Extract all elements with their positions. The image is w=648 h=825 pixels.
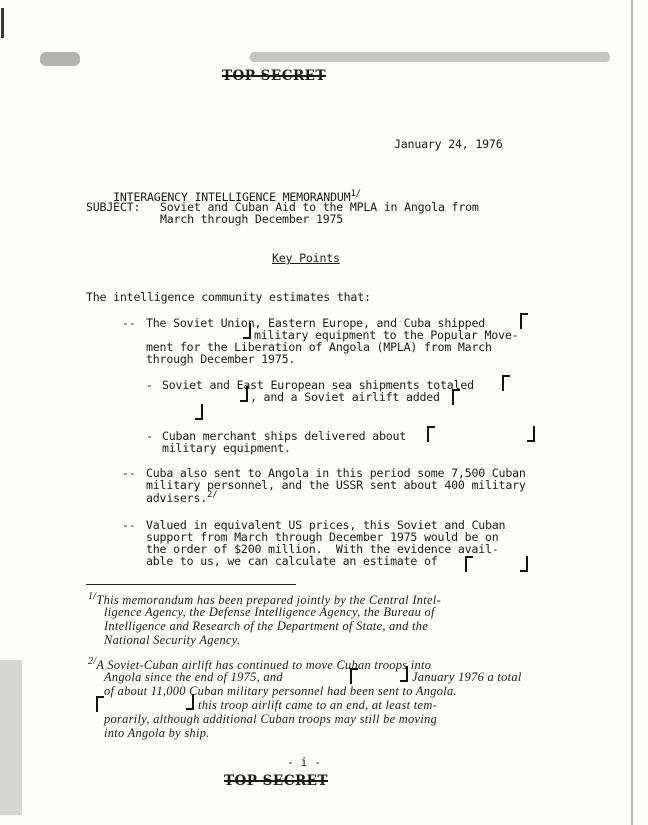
bullet-3-line-1: Valued in equivalent US prices, this Soviet and Cuban <box>146 518 506 532</box>
redaction-bracket-close <box>240 386 248 402</box>
redaction-bracket-close <box>527 426 535 442</box>
footnote-2-line-3: of about 11,000 Cuban military personnel had been sent to Angola. <box>104 684 457 698</box>
memo-footnote-ref: 1/ <box>350 189 361 199</box>
redaction-bracket-open <box>350 668 358 684</box>
footnote-ref-2: 2/ <box>207 490 218 500</box>
bullet-3-dash: -- <box>122 518 136 532</box>
scan-artifact-top-left <box>1 8 4 38</box>
bullet-1-line-2: military equipment to the Popular Move- <box>254 328 519 342</box>
classification-bottom: TOP SECRET <box>224 773 328 789</box>
redaction-bracket-close <box>400 666 408 682</box>
bullet-1-line-4: through December 1975. <box>146 352 296 366</box>
bullet-3-line-4: able to us, we can calculate an estimate of <box>146 554 438 568</box>
key-points-heading: Key Points <box>272 251 340 265</box>
scan-artifact-right-edge <box>631 0 633 825</box>
sub-bullet-2-line-1: Cuban merchant ships delivered about <box>162 429 407 443</box>
memo-title-text: INTERAGENCY INTELLIGENCE MEMORANDUM <box>113 189 351 204</box>
footnote-1-line-4: National Security Agency. <box>104 633 241 647</box>
bullet-2-line-3 <box>146 490 217 505</box>
sub-bullet-2-dash: - <box>146 429 153 443</box>
footnote-2-marker: 2/ <box>88 656 97 667</box>
redaction-bracket-close <box>186 694 194 710</box>
scan-artifact-top-band <box>250 52 610 62</box>
sub-bullet-1-line-1: Soviet and East European sea shipments totaled <box>162 378 474 392</box>
classification-top: TOP SECRET <box>222 68 326 84</box>
redaction-bracket-open <box>452 389 460 405</box>
footnote-1-line-2: ligence Agency, the Defense Intelligence Agency, the Bureau of <box>104 605 435 619</box>
subject-line-1: Soviet and Cuban Aid to the MPLA in Angola from <box>160 200 479 214</box>
footnote-2-line-6: into Angola by ship. <box>104 726 210 740</box>
scan-artifact-left-edge <box>0 660 22 815</box>
footnote-2-line-4: this troop airlift came to an end, at least tem- <box>198 698 438 712</box>
bullet-1-line-1: The Soviet Union, Eastern Europe, and Cuba shipped <box>146 316 486 330</box>
bullet-2-line-3-text: advisers. <box>146 490 208 505</box>
memo-date: January 24, 1976 <box>394 137 503 151</box>
footnote-2-line-2b: January 1976 a total <box>412 670 522 684</box>
bullet-1-dash: -- <box>122 316 136 330</box>
sub-bullet-2-line-2: military equipment. <box>162 441 291 455</box>
bullet-2-line-1: Cuba also sent to Angola in this period some 7,500 Cuban <box>146 466 526 480</box>
redaction-bracket-close <box>195 404 203 420</box>
footnote-2-line-2a: Angola since the end of 1975, and <box>104 670 283 684</box>
footnote-1-line-3: Intelligence and Research of the Department of State, and the <box>104 619 429 633</box>
footnote-1-text-1: This memorandum has been prepared jointly by the Central Intel- <box>96 593 441 608</box>
redaction-bracket-open <box>427 426 435 442</box>
footnote-rule <box>86 584 296 585</box>
redaction-bracket-open <box>502 375 510 391</box>
redaction-bracket-open <box>96 696 104 712</box>
bullet-3-line-2: support from March through December 1975 would be on <box>146 530 499 544</box>
redaction-bracket-close <box>520 556 528 572</box>
footnote-2-line-5: porarily, although additional Cuban troops may still be moving <box>104 712 438 726</box>
subject-label: SUBJECT: <box>86 200 141 214</box>
sub-bullet-1-line-2: , and a Soviet airlift added <box>250 390 440 404</box>
bullet-1-line-3: ment for the Liberation of Angola (MPLA) from March <box>146 340 492 354</box>
redaction-bracket-close <box>243 323 251 339</box>
sub-bullet-1-dash: - <box>146 378 153 392</box>
subject-line-2: March through December 1975 <box>160 212 344 226</box>
redaction-bracket-open <box>465 556 473 572</box>
footnote-1-marker: 1/ <box>88 591 97 602</box>
intro-text: The intelligence community estimates that: <box>86 290 371 304</box>
bullet-2-line-2: military personnel, and the USSR sent about 400 military <box>146 478 526 492</box>
page-number: - i - <box>287 755 321 769</box>
bullet-3-line-3: the order of $200 million. With the evidence avail- <box>146 542 499 556</box>
scan-artifact-top-left-2 <box>40 52 80 66</box>
bullet-2-dash: -- <box>122 466 136 480</box>
redaction-bracket-open <box>520 313 528 329</box>
footnote-2-text-1: A Soviet-Cuban airlift has continued to move Cuban troops into <box>96 658 432 673</box>
